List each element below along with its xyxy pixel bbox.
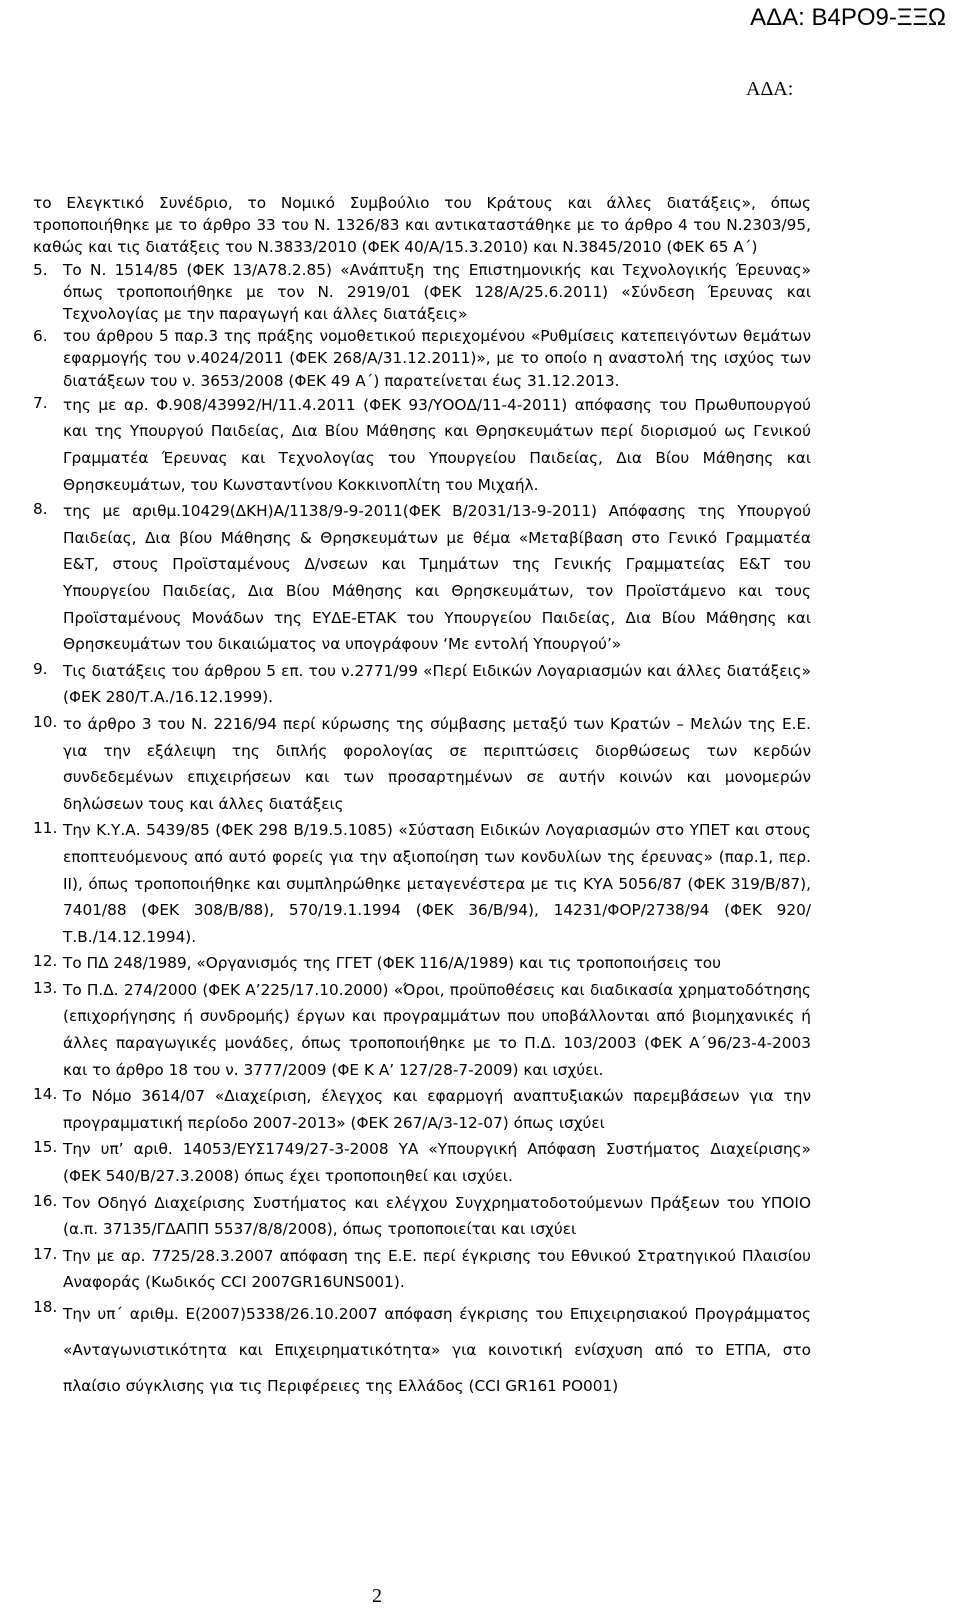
list-item-8 — [33, 498, 811, 658]
item-number: 9. — [33, 659, 48, 678]
ada-code-header: ΑΔΑ: Β4ΡΟ9-ΞΞΩ — [750, 4, 946, 31]
list-item-6 — [33, 325, 811, 392]
item-text: Τον Οδηγό Διαχείρισης Συστήματος και ελέγχου Συγχρηματοδοτούμενων Πράξεων του ΥΠΟΙΟ (α.π. 37135/ΓΔΑΠΠ 5537/8/8/2008), όπως τροποποιείται και ισχύει — [63, 1193, 811, 1239]
page-number: 2 — [372, 1585, 382, 1607]
item-number: 15. — [33, 1138, 58, 1157]
list-item-5 — [33, 259, 811, 326]
list-item-12 — [33, 950, 811, 977]
item-number: 7. — [33, 393, 48, 412]
item-number: 11. — [33, 819, 58, 838]
item-number: 16. — [33, 1191, 58, 1210]
item-text: Το Π.Δ. 274/2000 (ΦΕΚ Α’225/17.10.2000) «Όροι, προϋποθέσεις και διαδικασία χρηματοδότησης (επιχορήγησης ή συνδρομής) έργων και προγραμμάτων που υποβάλλονται από βιομηχανικές ή άλλες παραγωγικές μονάδες, όπως τροποποιήθηκε με το Π.Δ. 103/2003 (ΦΕΚ Α΄96/23-4-2003 και το άρθρο 18 του ν. 3777/2009 (ΦΕ Κ Α’ 127/28-7-2009) και ισχύει. — [63, 980, 811, 1079]
list-item-10 — [33, 711, 811, 817]
list-item-17 — [33, 1243, 811, 1296]
list-item-9 — [33, 658, 811, 711]
item-text: Την Κ.Υ.Α. 5439/85 (ΦΕΚ 298 Β/19.5.1085) «Σύσταση Ειδικών Λογαριασμών στο ΥΠΕΤ και στους εποπτευόμενους από αυτό φορείς για την αξιοποίηση των κονδυλίων της έρευνας» (παρ.1, περ. ΙΙ), όπως τροποποιήθηκε και συμπληρώθηκε μεταγενέστερα με τις ΚΥΑ 5056/87 (ΦΕΚ 319/Β/87), 7401/88 (ΦΕΚ 308/Β/88), 570/19.1.1994 (ΦΕΚ 36/Β/94), 14231/ΦΟΡ/2738/94 (ΦΕΚ 920/Τ.Β./14.12.1994). — [63, 821, 811, 946]
intro-paragraph: το Ελεγκτικό Συνέδριο, το Νομικό Συμβούλιο του Κράτους και άλλες διατάξεις», όπως τροποποιήθηκε με το άρθρο 33 του Ν. 1326/83 και αντικαταστάθηκε με το άρθρο 4 του Ν.2303/95, καθώς και τις διατάξεις του Ν.3833/2010 (ΦΕΚ 40/Α/15.3.2010) και Ν.3845/2010 (ΦΕΚ 65 Α΄) — [33, 194, 811, 257]
item-number: 6. — [33, 327, 48, 346]
item-number: 13. — [33, 978, 58, 997]
item-text: Το Ν. 1514/85 (ΦΕΚ 13/Α78.2.85) «Ανάπτυξη της Επιστημονικής και Τεχνολογικής Έρευνας» όπως τροποποιήθηκε με τον Ν. 2919/01 (ΦΕΚ 128/Α/25.6.2011) «Σύνδεση Έρευνας και Τεχνολογίας με την παραγωγή και άλλες διατάξεις» — [63, 260, 811, 324]
item-text: Την υπ’ αριθ. 14053/ΕΥΣ1749/27-3-2008 ΥΑ «Υπουργική Απόφαση Συστήματος Διαχείρισης» (ΦΕΚ 540/Β/27.3.2008) όπως έχει τροποποιηθεί και ισχύει. — [63, 1140, 811, 1186]
list-item-14 — [33, 1083, 811, 1136]
item-number: 12. — [33, 952, 58, 971]
item-text: Το Νόμο 3614/07 «Διαχείριση, έλεγχος και εφαρμογή αναπτυξιακών παρεμβάσεων για την προγραμματική περίοδο 2007-2013» (ΦΕΚ 267/Α/3-12-07) όπως ισχύει — [63, 1087, 811, 1132]
list-item-7 — [33, 392, 811, 498]
list-item-18 — [33, 1296, 811, 1404]
document-body — [33, 192, 811, 1404]
item-number: 10. — [33, 712, 58, 731]
list-item-15 — [33, 1136, 811, 1189]
item-number: 5. — [33, 260, 48, 279]
item-text: του άρθρου 5 παρ.3 της πράξης νομοθετικού περιεχομένου «Ρυθμίσεις κατεπειγόντων θεμάτων εφαρμογής του ν.4024/2011 (ΦΕΚ 268/Α/31.12.2011)», με το οποίο η αναστολή της ισχύος των διατάξεων του ν. 3653/2008 (ΦΕΚ 49 Α΄) παρατείνεται έως 31.12.2013. — [63, 327, 811, 390]
item-text: της με αριθμ.10429(ΔΚΗ)Α/1138/9-9-2011(ΦΕΚ Β/2031/13-9-2011) Απόφασης της Υπουργού Παιδείας, Δια βίου Μάθησης & Θρησκευμάτων με θέμα «Μεταβίβαση στο Γενικό Γραμματέα Ε&Τ, στους Προϊσταμένους Δ/νσεων και Τμημάτων της Γενικής Γραμματείας Ε&Τ του Υπουργείου Παιδείας, Δια Βίου Μάθησης και Θρησκευμάτων, τον Προϊστάμενο και τους Προϊσταμένους Μονάδων της ΕΥΔΕ-ΕΤΑΚ του Υπουργείου Παιδείας, Δια Βίου Μάθησης και Θρησκευμάτων του δικαιώματος να υπογράφουν ‘Με εντολή Υπουργού’» — [63, 502, 811, 654]
item-number: 14. — [33, 1085, 58, 1104]
list-item-13 — [33, 977, 811, 1083]
item-number: 18. — [33, 1298, 58, 1317]
item-text: Τις διατάξεις του άρθρου 5 επ. του ν.2771/99 «Περί Ειδικών Λογαριασμών και άλλες διατάξεις» (ΦΕΚ 280/Τ.Α./16.12.1999). — [63, 661, 811, 707]
item-number: 8. — [33, 500, 48, 519]
item-text: της με αρ. Φ.908/43992/Η/11.4.2011 (ΦΕΚ 93/ΥΟΟΔ/11-4-2011) απόφασης του Πρωθυπουργού και της Υπουργού Παιδείας, Δια Βίου Μάθησης και Θρησκευμάτων περί διορισμού ως Γενικού Γραμματέα Έρευνας και Τεχνολογίας του Υπουργείου Παιδείας, Δια Βίου Μάθησης και Θρησκευμάτων, του Κωνσταντίνου Κοκκινοπλίτη του Μιχαήλ. — [63, 395, 811, 494]
ada-label: ΑΔΑ: — [746, 78, 794, 100]
item-text: Την με αρ. 7725/28.3.2007 απόφαση της Ε.Ε. περί έγκρισης του Εθνικού Στρατηγικού Πλαισίου Αναφοράς (Κωδικός CCI 2007GR16UNS001). — [63, 1246, 811, 1292]
list-item-16 — [33, 1190, 811, 1243]
item-text: το άρθρο 3 του Ν. 2216/94 περί κύρωσης της σύμβασης μεταξύ των Κρατών – Μελών της Ε.Ε. για την εξάλειψη της διπλής φορολογίας σε περιπτώσεις διορθώσεως των κερδών συνδεδεμένων επιχειρήσεων και των προσαρτημένων σε αυτήν κοινών και μονομερών δηλώσεων τους και άλλες διατάξεις — [63, 714, 811, 813]
list-item-11 — [33, 817, 811, 950]
item-number: 17. — [33, 1244, 58, 1263]
item-text: Την υπ΄ αριθμ. Ε(2007)5338/26.10.2007 απόφαση έγκρισης του Επιχειρησιακού Προγράμματος «Ανταγωνιστικότητα και Επιχειρηματικότητα» για κοινοτική ενίσχυση από το ΕΤΠΑ, στο πλαίσιο σύγκλισης για τις Περιφέρειες της Ελλάδος (CCI GR161 PO001) — [63, 1305, 811, 1396]
item-text: Το ΠΔ 248/1989, «Οργανισμός της ΓΓΕΤ (ΦΕΚ 116/Α/1989) και τις τροποποιήσεις του — [63, 954, 721, 973]
